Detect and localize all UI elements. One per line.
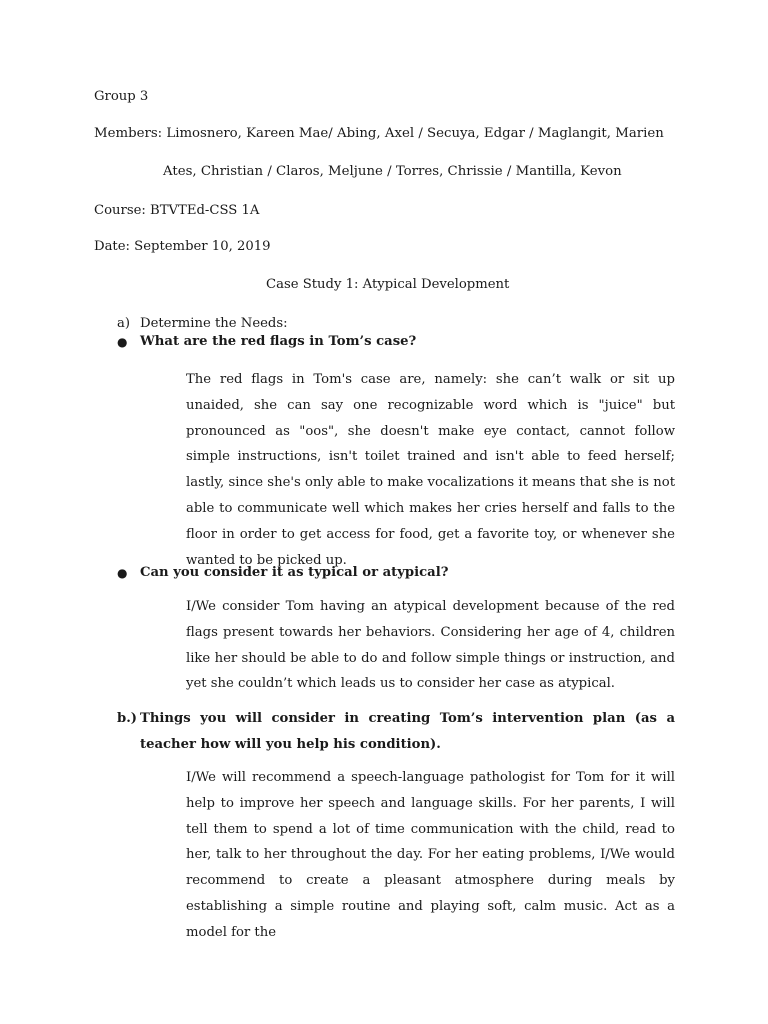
group-label: Group 3 [94, 89, 149, 104]
bullet-icon: ● [117, 566, 128, 580]
answer-typical-atypical: I/We consider Tom having an atypical development because of the red flags present towards her behaviors. Considering her age of 4, children like her should be able to do and follow simple things or instruction, and yet she couldn’t which leads us to consider her case as atypical. [186, 599, 675, 692]
members-line-2: Ates, Christian / Claros, Meljune / Torres, Chrissie / Mantilla, Kevon [163, 164, 622, 179]
section-a-marker: a) [117, 316, 131, 331]
question-typical-atypical: Can you consider it as typical or atypical? [140, 565, 449, 580]
section-b-heading: Things you will consider in creating Tom’s intervention plan (as a teacher how will you help his condition). [140, 711, 675, 752]
answer-intervention-plan: I/We will recommend a speech-language pathologist for Tom for it will help to improve her speech and language skills. For her parents, I will tell them to spend a lot of time communication with the child, read to her, talk to her throughout the day. For her eating problems, I/We would recommend to create a pleasant atmosphere during meals by establishing a simple routine and playing soft, calm music. Act as a model for the [186, 770, 675, 940]
section-a-heading: Determine the Needs: [140, 316, 288, 331]
section-b-marker: b.) [117, 711, 138, 726]
answer-red-flags: The red flags in Tom's case are, namely: she can’t walk or sit up unaided, she can say one recognizable word which is "juice" but pronounced as "oos", she doesn't make eye contact, cannot follow simple instructions, isn't toilet trained and isn't able to feed herself; lastly, since she's only able to make vocalizations it means that she is not able to communicate well which makes her cries herself and falls to the floor in order to get access for food, get a favorite toy, or whenever she wanted to be picked up. [186, 372, 675, 568]
members-line-1: Members: Limosnero, Kareen Mae/ Abing, Axel / Secuya, Edgar / Maglangit, Marien [94, 126, 664, 141]
question-red-flags: What are the red flags in Tom’s case? [140, 334, 417, 349]
course-label: Course: BTVTEd-CSS 1A [94, 203, 260, 218]
date-label: Date: September 10, 2019 [94, 239, 271, 254]
case-study-title: Case Study 1: Atypical Development [266, 277, 510, 292]
bullet-icon: ● [117, 335, 128, 349]
